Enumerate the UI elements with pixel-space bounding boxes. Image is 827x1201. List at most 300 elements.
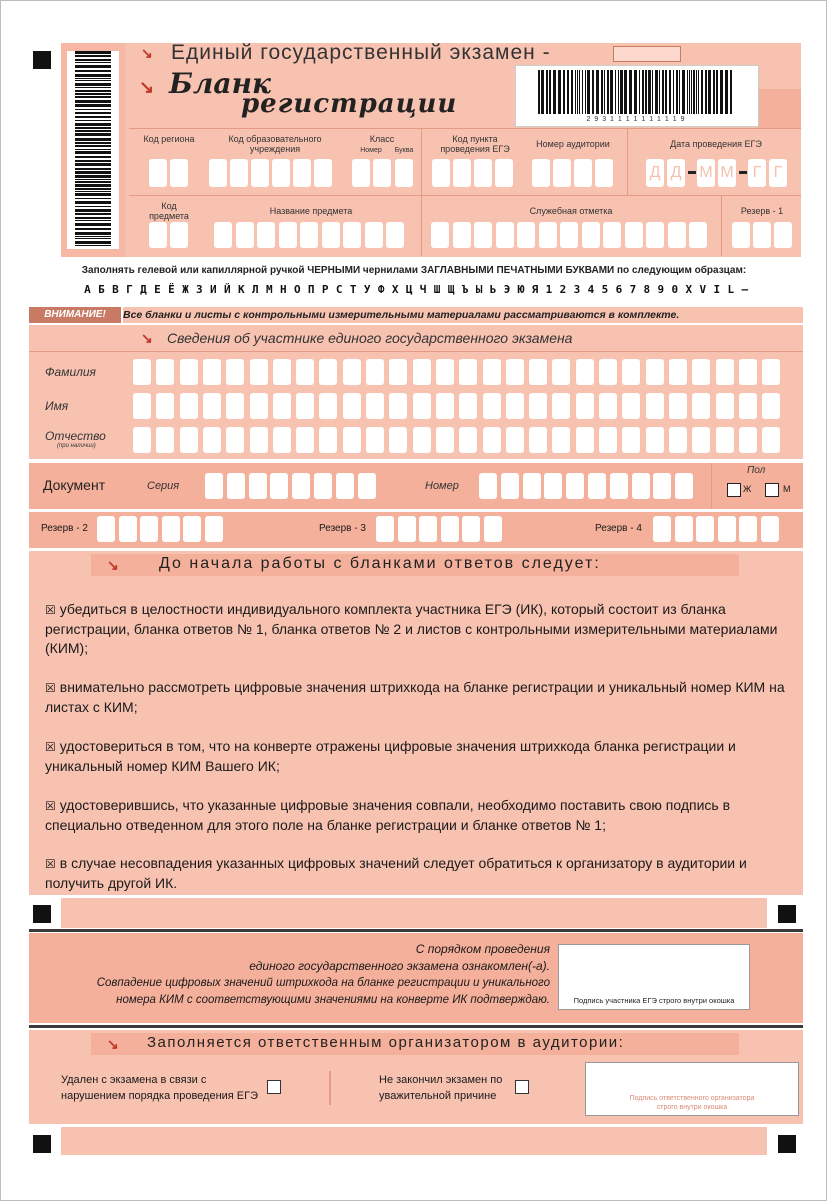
- exam-title-field[interactable]: [613, 46, 681, 62]
- patronymic-cell[interactable]: [459, 427, 477, 453]
- name-cell[interactable]: [156, 393, 174, 419]
- organizer-signature-box[interactable]: [585, 1062, 799, 1116]
- exam-title: Единый государственный экзамен -: [171, 41, 551, 64]
- point-cell[interactable]: [474, 159, 492, 187]
- name-cell[interactable]: [203, 393, 221, 419]
- patronymic-cell[interactable]: [646, 427, 664, 453]
- barcode-bar: [689, 70, 690, 114]
- sample-letter: Д: [137, 282, 150, 298]
- patronymic-cell[interactable]: [529, 427, 547, 453]
- patronymic-cell[interactable]: [622, 427, 640, 453]
- name-cell[interactable]: [343, 393, 361, 419]
- surname-cell[interactable]: [669, 359, 687, 385]
- number-cell[interactable]: [588, 473, 606, 499]
- barcode-bar: [665, 70, 667, 114]
- surname-cell[interactable]: [156, 359, 174, 385]
- subject-code-cell[interactable]: [170, 222, 188, 248]
- number-cell[interactable]: [653, 473, 671, 499]
- series-cell[interactable]: [270, 473, 288, 499]
- name-cell[interactable]: [389, 393, 407, 419]
- subject-code-cell[interactable]: [149, 222, 167, 248]
- series-cell[interactable]: [358, 473, 376, 499]
- surname-cell[interactable]: [529, 359, 547, 385]
- side-barcode-bar: [75, 74, 111, 77]
- side-barcode-bar: [75, 191, 111, 192]
- reserve1-label: Резерв - 1: [740, 206, 784, 216]
- subject-name-cell[interactable]: [343, 222, 361, 248]
- unfinished-line2: уважительной причине: [379, 1090, 497, 1102]
- sample-letter: Е: [151, 282, 164, 298]
- school-cell[interactable]: [251, 159, 269, 187]
- document-label: Документ: [43, 477, 106, 493]
- reserve3-cell[interactable]: [419, 516, 437, 542]
- surname-cell[interactable]: [133, 359, 151, 385]
- side-barcode-bar: [75, 93, 111, 95]
- surname-cell[interactable]: [646, 359, 664, 385]
- barcode-bar: [624, 70, 627, 114]
- side-barcode-bar: [75, 109, 111, 110]
- service-mark-cell[interactable]: [496, 222, 514, 248]
- series-label: Серия: [147, 480, 180, 492]
- sample-letter: В: [109, 282, 122, 298]
- header-band-right: [757, 89, 801, 129]
- barcode-bar: [549, 70, 551, 114]
- side-barcode-bar: [75, 104, 111, 107]
- series-cell[interactable]: [227, 473, 245, 499]
- barcode-bar: [634, 70, 637, 114]
- organizer-title: Заполняется ответственным организатором в аудитории:: [147, 1034, 625, 1051]
- removed-line1: Удален с экзамена в связи с: [61, 1074, 207, 1086]
- name-label: Имя: [45, 399, 69, 413]
- patronymic-cell[interactable]: [203, 427, 221, 453]
- reserve4-cell[interactable]: [653, 516, 671, 542]
- patronymic-cell[interactable]: [436, 427, 454, 453]
- side-barcode-bar: [75, 168, 111, 170]
- series-cell[interactable]: [336, 473, 354, 499]
- name-cell[interactable]: [180, 393, 198, 419]
- surname-cell[interactable]: [319, 359, 337, 385]
- sample-letter: Щ: [445, 282, 458, 298]
- patronymic-cell[interactable]: [156, 427, 174, 453]
- surname-cell[interactable]: [203, 359, 221, 385]
- barcode-bar: [575, 70, 576, 114]
- barcode-bar: [577, 70, 578, 114]
- series-cell[interactable]: [249, 473, 267, 499]
- subject-name-cell[interactable]: [236, 222, 254, 248]
- service-mark-label: Служебная отметка: [529, 206, 613, 216]
- number-cell[interactable]: [675, 473, 693, 499]
- surname-cell[interactable]: [413, 359, 431, 385]
- reserve4-cell[interactable]: [739, 516, 757, 542]
- barcode-bar: [571, 70, 573, 114]
- surname-cell[interactable]: [739, 359, 757, 385]
- form-title-line1: Бланк: [169, 67, 271, 100]
- number-cell[interactable]: [544, 473, 562, 499]
- sample-letter: 8: [640, 282, 653, 298]
- series-cell[interactable]: [314, 473, 332, 499]
- name-cell[interactable]: [226, 393, 244, 419]
- arrow-icon: ↘: [141, 330, 153, 346]
- surname-cell[interactable]: [762, 359, 780, 385]
- room-cell[interactable]: [532, 159, 550, 187]
- name-cell[interactable]: [716, 393, 734, 419]
- barcode-bar: [618, 70, 619, 114]
- surname-cell[interactable]: [180, 359, 198, 385]
- sample-letter: L: [724, 282, 737, 298]
- subject-code-label: Код предмета: [149, 201, 189, 221]
- date-cell[interactable]: М: [718, 159, 736, 187]
- name-cell[interactable]: [622, 393, 640, 419]
- class-number-cell[interactable]: [373, 159, 391, 187]
- surname-cell[interactable]: [436, 359, 454, 385]
- checked-box-icon: ☒: [45, 740, 56, 754]
- name-cell[interactable]: [576, 393, 594, 419]
- surname-cell[interactable]: [250, 359, 268, 385]
- number-cell[interactable]: [479, 473, 497, 499]
- name-cell[interactable]: [250, 393, 268, 419]
- name-cell[interactable]: [739, 393, 757, 419]
- patronymic-cell[interactable]: [413, 427, 431, 453]
- bottom-band: [61, 1127, 767, 1155]
- reserve2-cell[interactable]: [97, 516, 115, 542]
- sample-letter: Ч: [417, 282, 430, 298]
- barcode-bar: [615, 70, 616, 114]
- name-cell[interactable]: [319, 393, 337, 419]
- patronymic-cell[interactable]: [506, 427, 524, 453]
- name-cell[interactable]: [366, 393, 384, 419]
- patronymic-cell[interactable]: [669, 427, 687, 453]
- arrow-icon: ↘: [139, 77, 155, 97]
- room-label: Номер аудитории: [536, 139, 610, 149]
- patronymic-cell[interactable]: [716, 427, 734, 453]
- side-barcode-bar: [75, 171, 111, 174]
- barcode-bar: [701, 70, 703, 114]
- name-cell[interactable]: [646, 393, 664, 419]
- patronymic-cell[interactable]: [133, 427, 151, 453]
- reserve2-cell[interactable]: [119, 516, 137, 542]
- service-mark-cell[interactable]: [582, 222, 600, 248]
- name-cell[interactable]: [436, 393, 454, 419]
- number-cell[interactable]: [523, 473, 541, 499]
- side-barcode-bar: [75, 90, 111, 92]
- service-mark-cell[interactable]: [603, 222, 621, 248]
- patronymic-cell[interactable]: [296, 427, 314, 453]
- barcode-bar: [585, 70, 586, 114]
- surname-cell[interactable]: [716, 359, 734, 385]
- subject-name-cell[interactable]: [279, 222, 297, 248]
- reserve2-cell[interactable]: [183, 516, 201, 542]
- room-cell[interactable]: [574, 159, 592, 187]
- school-cell[interactable]: [272, 159, 290, 187]
- patronymic-label: Отчество: [45, 429, 106, 443]
- side-barcode-bar: [75, 83, 111, 86]
- date-cell[interactable]: Г: [748, 159, 766, 187]
- side-barcode-bar: [75, 241, 111, 244]
- unfinished-checkbox[interactable]: [515, 1080, 529, 1094]
- service-mark-cell[interactable]: [539, 222, 557, 248]
- patronymic-cell[interactable]: [273, 427, 291, 453]
- name-cell[interactable]: [273, 393, 291, 419]
- subject-name-cell[interactable]: [214, 222, 232, 248]
- sample-letter: Э: [501, 282, 514, 298]
- arrow-icon: ↘: [107, 557, 119, 573]
- patronymic-cell[interactable]: [343, 427, 361, 453]
- date-cell[interactable]: Г: [769, 159, 787, 187]
- date-cell[interactable]: Д: [667, 159, 685, 187]
- surname-label: Фамилия: [45, 365, 96, 379]
- barcode-bar: [679, 70, 680, 114]
- surname-cell[interactable]: [366, 359, 384, 385]
- side-barcode-bar: [75, 96, 111, 98]
- reserve4-cell[interactable]: [718, 516, 736, 542]
- reserve4-cell[interactable]: [696, 516, 714, 542]
- reserve1-cell[interactable]: [732, 222, 750, 248]
- sample-letter: Х: [389, 282, 402, 298]
- barcode-bar: [592, 70, 594, 114]
- name-cell[interactable]: [692, 393, 710, 419]
- name-cell[interactable]: [459, 393, 477, 419]
- patronymic-cell[interactable]: [692, 427, 710, 453]
- reserve2-cell[interactable]: [162, 516, 180, 542]
- sample-letter: I: [710, 282, 723, 298]
- patronymic-cell[interactable]: [739, 427, 757, 453]
- patronymic-cell[interactable]: [319, 427, 337, 453]
- name-cell[interactable]: [599, 393, 617, 419]
- barcode-bar: [648, 70, 651, 114]
- side-barcode-bar: [75, 175, 111, 178]
- school-cell[interactable]: [314, 159, 332, 187]
- reserve2-cell[interactable]: [140, 516, 158, 542]
- surname-cell[interactable]: [296, 359, 314, 385]
- region-cell[interactable]: [149, 159, 167, 187]
- sample-letter: 7: [626, 282, 639, 298]
- surname-cell[interactable]: [459, 359, 477, 385]
- corner-marker-bottom-left: [33, 1135, 51, 1153]
- barcode-bar: [563, 70, 565, 114]
- patronymic-cell[interactable]: [226, 427, 244, 453]
- date-cell[interactable]: Д: [646, 159, 664, 187]
- subject-name-cell[interactable]: [257, 222, 275, 248]
- reserve3-cell[interactable]: [484, 516, 502, 542]
- reserve3-cell[interactable]: [376, 516, 394, 542]
- removed-checkbox[interactable]: [267, 1080, 281, 1094]
- participant-signature-box[interactable]: [558, 944, 750, 1010]
- participant-title: Сведения об участнике единого государственного экзамена: [167, 330, 573, 346]
- service-mark-cell[interactable]: [625, 222, 643, 248]
- name-cell[interactable]: [529, 393, 547, 419]
- sample-letter: 9: [654, 282, 667, 298]
- name-cell[interactable]: [133, 393, 151, 419]
- surname-cell[interactable]: [506, 359, 524, 385]
- service-mark-cell[interactable]: [517, 222, 535, 248]
- barcode-bar: [716, 70, 718, 114]
- patronymic-cell[interactable]: [366, 427, 384, 453]
- reserve3-cell[interactable]: [462, 516, 480, 542]
- name-cell[interactable]: [762, 393, 780, 419]
- confirmation-line3: Совпадение цифровых значений штрихкода на бланке регистрации и уникального: [96, 977, 550, 989]
- service-mark-cell[interactable]: [431, 222, 449, 248]
- room-cell[interactable]: [553, 159, 571, 187]
- service-mark-cell[interactable]: [453, 222, 471, 248]
- service-mark-cell[interactable]: [560, 222, 578, 248]
- sample-letter: Я: [529, 282, 542, 298]
- barcode-bar: [691, 70, 692, 114]
- name-cell[interactable]: [296, 393, 314, 419]
- surname-cell[interactable]: [552, 359, 570, 385]
- patronymic-cell[interactable]: [576, 427, 594, 453]
- point-cell[interactable]: [495, 159, 513, 187]
- side-barcode-bar: [75, 151, 111, 154]
- sex-male-checkbox[interactable]: [765, 483, 779, 497]
- barcode-bar: [546, 70, 548, 114]
- series-cell[interactable]: [205, 473, 223, 499]
- instruction-item-2: ☒ внимательно рассмотреть цифровые значения штрихкода на бланке регистрации и уникальный номер КИМ на листах с КИМ;: [45, 679, 785, 715]
- series-cell[interactable]: [292, 473, 310, 499]
- surname-cell[interactable]: [389, 359, 407, 385]
- side-barcode-bar: [75, 127, 111, 129]
- barcode-bar: [538, 70, 540, 114]
- sample-letter: –: [738, 282, 751, 298]
- surname-cell[interactable]: [692, 359, 710, 385]
- sample-letter: Р: [319, 282, 332, 298]
- arrow-icon: ↘: [107, 1036, 119, 1052]
- reserve3-cell[interactable]: [398, 516, 416, 542]
- reserve4-cell[interactable]: [675, 516, 693, 542]
- surname-cell[interactable]: [576, 359, 594, 385]
- service-mark-cell[interactable]: [646, 222, 664, 248]
- side-barcode-bar: [75, 245, 111, 246]
- participant-signature-caption: Подпись участника ЕГЭ строго внутри окошка: [573, 996, 735, 1005]
- filler-band: [61, 898, 767, 928]
- name-cell[interactable]: [413, 393, 431, 419]
- side-barcode-bar: [75, 130, 111, 132]
- service-mark-cell[interactable]: [668, 222, 686, 248]
- confirmation-line4: номера КИМ с соответствующими значениями на конверте ИК подтверждаю.: [116, 994, 550, 1006]
- subject-name-cell[interactable]: [365, 222, 383, 248]
- name-cell[interactable]: [669, 393, 687, 419]
- side-barcode-bar: [75, 209, 111, 212]
- patronymic-cell[interactable]: [599, 427, 617, 453]
- patronymic-note: (при наличии): [57, 443, 96, 449]
- side-barcode-bar: [75, 123, 111, 126]
- reserve4-label: Резерв - 4: [595, 523, 642, 534]
- date-cell[interactable]: М: [697, 159, 715, 187]
- corner-marker-mid-right: [778, 905, 796, 923]
- patronymic-cell[interactable]: [389, 427, 407, 453]
- sex-female-checkbox[interactable]: [727, 483, 741, 497]
- school-cell[interactable]: [230, 159, 248, 187]
- side-barcode-bar: [75, 181, 111, 183]
- point-cell[interactable]: [432, 159, 450, 187]
- class-number-cell[interactable]: [352, 159, 370, 187]
- side-barcode-bar: [75, 220, 111, 221]
- service-mark-cell[interactable]: [689, 222, 707, 248]
- side-barcode-bar: [75, 149, 111, 150]
- patronymic-cell[interactable]: [250, 427, 268, 453]
- side-barcode-bar: [75, 156, 111, 158]
- organizer-signature-caption-1: Подпись ответственного организатора: [629, 1095, 755, 1102]
- subject-name-cell[interactable]: [322, 222, 340, 248]
- region-cell[interactable]: [170, 159, 188, 187]
- reserve2-cell[interactable]: [205, 516, 223, 542]
- barcode-bar: [579, 70, 580, 114]
- room-cell[interactable]: [595, 159, 613, 187]
- class-label: Класс: [369, 134, 395, 144]
- number-cell[interactable]: [610, 473, 628, 499]
- sex-male-label: М: [783, 484, 791, 494]
- surname-cell[interactable]: [343, 359, 361, 385]
- surname-cell[interactable]: [226, 359, 244, 385]
- barcode-bar: [673, 70, 674, 114]
- arrow-icon: ↘: [141, 45, 153, 61]
- sample-letter: Л: [249, 282, 262, 298]
- date-label: Дата проведения ЕГЭ: [670, 139, 762, 149]
- point-cell[interactable]: [453, 159, 471, 187]
- barcode-bar: [607, 70, 609, 114]
- confirmation-line2: единого государственного экзамена ознакомлен(-а).: [249, 959, 550, 973]
- side-barcode-image: [67, 51, 119, 249]
- patronymic-cell[interactable]: [552, 427, 570, 453]
- name-cell[interactable]: [483, 393, 501, 419]
- surname-cell[interactable]: [273, 359, 291, 385]
- sample-letter: У: [361, 282, 374, 298]
- surname-cell[interactable]: [483, 359, 501, 385]
- sample-letter: Т: [347, 282, 360, 298]
- side-barcode-bar: [75, 228, 111, 230]
- checked-box-icon: ☒: [45, 857, 56, 871]
- side-barcode-bar: [75, 51, 111, 54]
- name-cell[interactable]: [506, 393, 524, 419]
- number-cell[interactable]: [632, 473, 650, 499]
- patronymic-cell[interactable]: [180, 427, 198, 453]
- sample-letter: Ж: [179, 282, 192, 298]
- sample-letter: Ш: [431, 282, 444, 298]
- class-letter-cell[interactable]: [395, 159, 413, 187]
- reserve1-cell[interactable]: [774, 222, 792, 248]
- subject-name-label: Название предмета: [269, 206, 353, 216]
- sample-letter: Й: [221, 282, 234, 298]
- reserve4-cell[interactable]: [761, 516, 779, 542]
- subject-name-cell[interactable]: [300, 222, 318, 248]
- confirmation-line1: С порядком проведения: [415, 942, 550, 956]
- fill-instruction: Заполнять гелевой или капиллярной ручкой ЧЕРНЫМИ чернилами ЗАГЛАВНЫМИ ПЕЧАТНЫМИ БУКВАМИ по следующим образцам:: [81, 265, 747, 276]
- reserve1-cell[interactable]: [753, 222, 771, 248]
- reserve3-cell[interactable]: [441, 516, 459, 542]
- side-barcode-bar: [75, 145, 111, 147]
- barcode-bar: [620, 70, 623, 114]
- side-barcode: [67, 51, 119, 249]
- side-barcode-bar: [75, 65, 111, 68]
- barcode-bar: [639, 70, 640, 114]
- school-cell[interactable]: [293, 159, 311, 187]
- number-cell[interactable]: [566, 473, 584, 499]
- sample-letter: А: [81, 282, 94, 298]
- subject-name-cell[interactable]: [386, 222, 404, 248]
- region-label: Код региона: [143, 134, 195, 144]
- patronymic-cell[interactable]: [762, 427, 780, 453]
- name-cell[interactable]: [552, 393, 570, 419]
- patronymic-cell[interactable]: [483, 427, 501, 453]
- surname-cell[interactable]: [622, 359, 640, 385]
- school-cell[interactable]: [209, 159, 227, 187]
- sample-letter: И: [207, 282, 220, 298]
- side-barcode-bar: [75, 55, 111, 57]
- sample-letter: Ъ: [459, 282, 472, 298]
- service-mark-cell[interactable]: [474, 222, 492, 248]
- surname-cell[interactable]: [599, 359, 617, 385]
- side-barcode-bar: [75, 232, 111, 235]
- number-cell[interactable]: [501, 473, 519, 499]
